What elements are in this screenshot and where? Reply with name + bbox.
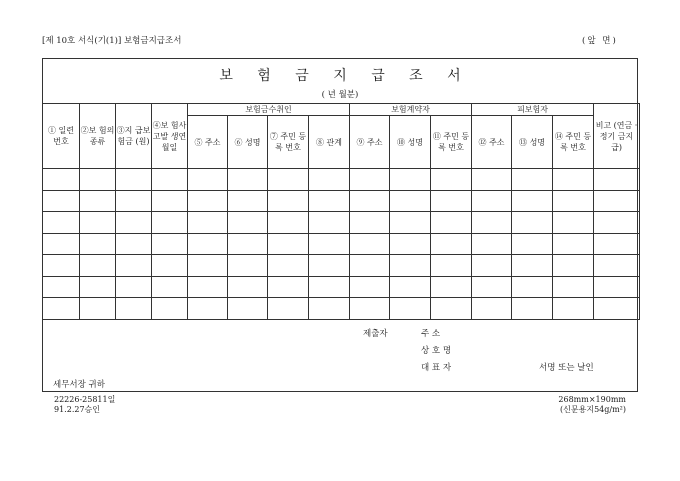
table-cell[interactable]: [512, 255, 553, 277]
col-remarks: 비고 (연금 · 정기 금지 급): [594, 104, 640, 169]
table-cell[interactable]: [116, 233, 152, 255]
form-title-text: 보 험 금 지 급 조 서: [219, 68, 461, 84]
table-cell[interactable]: [512, 276, 553, 298]
table-cell[interactable]: [268, 169, 309, 191]
table-cell[interactable]: [43, 276, 80, 298]
table-row: [43, 212, 640, 234]
table-cell[interactable]: [43, 255, 80, 277]
group-beneficiary: 보험금수취인: [188, 104, 350, 116]
col-insured-id: ⑭ 주민 등록 번호: [553, 116, 594, 169]
table-cell[interactable]: [268, 298, 309, 320]
table-cell[interactable]: [116, 169, 152, 191]
table-cell[interactable]: [228, 190, 268, 212]
table-cell[interactable]: [152, 276, 188, 298]
table-cell[interactable]: [228, 255, 268, 277]
table-cell[interactable]: [431, 298, 472, 320]
table-cell[interactable]: [350, 169, 390, 191]
table-cell[interactable]: [116, 276, 152, 298]
table-cell[interactable]: [309, 233, 350, 255]
table-cell[interactable]: [431, 276, 472, 298]
table-cell[interactable]: [553, 298, 594, 320]
table-cell[interactable]: [594, 233, 640, 255]
table-cell[interactable]: [80, 190, 116, 212]
table-row: [43, 190, 640, 212]
table-cell[interactable]: [228, 276, 268, 298]
table-cell[interactable]: [188, 190, 228, 212]
table-cell[interactable]: [350, 276, 390, 298]
table-cell[interactable]: [594, 255, 640, 277]
table-cell[interactable]: [594, 298, 640, 320]
table-cell[interactable]: [472, 276, 512, 298]
table-row: [43, 233, 640, 255]
table-cell[interactable]: [152, 233, 188, 255]
table-row: [43, 298, 640, 320]
footer-approval-line-1: 22226-25811일: [54, 395, 116, 404]
table-cell[interactable]: [80, 212, 116, 234]
table-cell[interactable]: [512, 169, 553, 191]
table-cell[interactable]: [350, 212, 390, 234]
footer-paper-size: 268mm×190mm: [558, 395, 626, 404]
table-cell[interactable]: [553, 169, 594, 191]
payment-table: [42, 103, 640, 320]
table-cell[interactable]: [268, 212, 309, 234]
col-policyholder-name: ⑩ 성명: [390, 116, 431, 169]
table-row: [43, 169, 640, 191]
table-cell[interactable]: [80, 298, 116, 320]
table-cell[interactable]: [512, 190, 553, 212]
col-policyholder-id: ⑪ 주민 등록 번호: [431, 116, 472, 169]
table-cell[interactable]: [472, 298, 512, 320]
col-beneficiary-address: ⑤ 주소: [188, 116, 228, 169]
table-cell[interactable]: [431, 169, 472, 191]
footer-approval-line-2: 91.2.27승인: [54, 405, 100, 414]
col-serial-number: ① 일련 번호: [43, 104, 80, 169]
table-cell[interactable]: [116, 190, 152, 212]
table-cell[interactable]: [309, 276, 350, 298]
table-cell[interactable]: [188, 255, 228, 277]
table-cell[interactable]: [390, 233, 431, 255]
table-cell[interactable]: [553, 190, 594, 212]
col-insured-address: ⑫ 주소: [472, 116, 512, 169]
col-beneficiary-id: ⑦ 주민 등록 번호: [268, 116, 309, 169]
table-cell[interactable]: [268, 276, 309, 298]
table-cell[interactable]: [309, 190, 350, 212]
footer-paper-spec: [558, 395, 626, 415]
table-cell[interactable]: [228, 298, 268, 320]
table-cell[interactable]: [390, 212, 431, 234]
submitter-label: 제출자: [363, 329, 388, 339]
col-insurance-type: ②보 험의 종류: [80, 104, 116, 169]
table-cell[interactable]: [80, 233, 116, 255]
table-cell[interactable]: [309, 255, 350, 277]
table-cell[interactable]: [431, 233, 472, 255]
table-cell[interactable]: [472, 255, 512, 277]
table-cell[interactable]: [553, 255, 594, 277]
table-cell[interactable]: [553, 276, 594, 298]
table-cell[interactable]: [43, 298, 80, 320]
group-insured: 피보험자: [472, 104, 594, 116]
table-cell[interactable]: [152, 255, 188, 277]
table-cell[interactable]: [350, 233, 390, 255]
form-title: [43, 65, 637, 85]
table-cell[interactable]: [188, 298, 228, 320]
table-row: [43, 255, 640, 277]
form-frame: [42, 58, 638, 392]
col-beneficiary-relation: ⑧ 관계: [309, 116, 350, 169]
table-cell[interactable]: [268, 255, 309, 277]
table-cell[interactable]: [390, 298, 431, 320]
signature-field[interactable]: 서명 또는 날인: [539, 363, 594, 373]
table-cell[interactable]: [512, 212, 553, 234]
table-cell[interactable]: [431, 190, 472, 212]
table-cell[interactable]: [350, 255, 390, 277]
table-cell[interactable]: [472, 169, 512, 191]
table-cell[interactable]: [390, 276, 431, 298]
table-cell[interactable]: [80, 276, 116, 298]
table-cell[interactable]: [350, 190, 390, 212]
table-cell[interactable]: [152, 190, 188, 212]
table-cell[interactable]: [472, 212, 512, 234]
table-cell[interactable]: [594, 212, 640, 234]
table-cell[interactable]: [268, 233, 309, 255]
footer-approval: [54, 395, 115, 415]
table-cell[interactable]: [431, 212, 472, 234]
col-insured-name: ⑬ 성명: [512, 116, 553, 169]
table-cell[interactable]: [152, 212, 188, 234]
page-side-label: (앞 면): [582, 36, 618, 46]
col-accident-date: ④보 험사 고발 생연 월일: [152, 104, 188, 169]
table-cell[interactable]: [268, 190, 309, 212]
table-cell[interactable]: [512, 233, 553, 255]
table-body: [43, 169, 640, 320]
col-policyholder-address: ⑨ 주소: [350, 116, 390, 169]
footer-paper-type: (신문용지54g/m²): [560, 405, 626, 414]
table-cell[interactable]: [472, 233, 512, 255]
table-cell[interactable]: [594, 276, 640, 298]
submitter-rep-label: 대 표 자: [421, 363, 452, 373]
table-cell[interactable]: [43, 190, 80, 212]
table-cell[interactable]: [188, 233, 228, 255]
table-cell[interactable]: [472, 190, 512, 212]
col-beneficiary-name: ⑥ 성명: [228, 116, 268, 169]
col-payment-amount: ③지 급보 험금 (원): [116, 104, 152, 169]
table-cell[interactable]: [188, 169, 228, 191]
table-cell[interactable]: [431, 255, 472, 277]
table-cell[interactable]: [43, 212, 80, 234]
table-row: [43, 276, 640, 298]
table-cell[interactable]: [43, 169, 80, 191]
table-cell[interactable]: [390, 190, 431, 212]
period-field[interactable]: ( 년 월분): [321, 90, 359, 100]
table-cell[interactable]: [553, 212, 594, 234]
addressee-label: 세무서장 귀하: [53, 380, 105, 390]
submitter-company-label: 상 호 명: [421, 346, 452, 356]
table-cell[interactable]: [188, 276, 228, 298]
form-number: [제 10호 서식(기(1)] 보험금지급조서: [42, 36, 182, 46]
table-cell[interactable]: [228, 212, 268, 234]
table-cell[interactable]: [152, 169, 188, 191]
table-cell[interactable]: [116, 298, 152, 320]
table-cell[interactable]: [228, 233, 268, 255]
table-cell[interactable]: [594, 169, 640, 191]
table-cell[interactable]: [390, 169, 431, 191]
submitter-address-label: 주 소: [421, 329, 441, 339]
table-cell[interactable]: [80, 255, 116, 277]
table-cell[interactable]: [512, 298, 553, 320]
table-cell[interactable]: [228, 169, 268, 191]
table-cell[interactable]: [309, 212, 350, 234]
table-cell[interactable]: [43, 233, 80, 255]
table-cell[interactable]: [309, 169, 350, 191]
table-cell[interactable]: [350, 298, 390, 320]
table-cell[interactable]: [188, 212, 228, 234]
group-policyholder: 보험계약자: [350, 104, 472, 116]
table-cell[interactable]: [116, 255, 152, 277]
table-cell[interactable]: [116, 212, 152, 234]
table-cell[interactable]: [390, 255, 431, 277]
table-cell[interactable]: [553, 233, 594, 255]
table-cell[interactable]: [594, 190, 640, 212]
table-cell[interactable]: [80, 169, 116, 191]
table-cell[interactable]: [309, 298, 350, 320]
table-cell[interactable]: [152, 298, 188, 320]
